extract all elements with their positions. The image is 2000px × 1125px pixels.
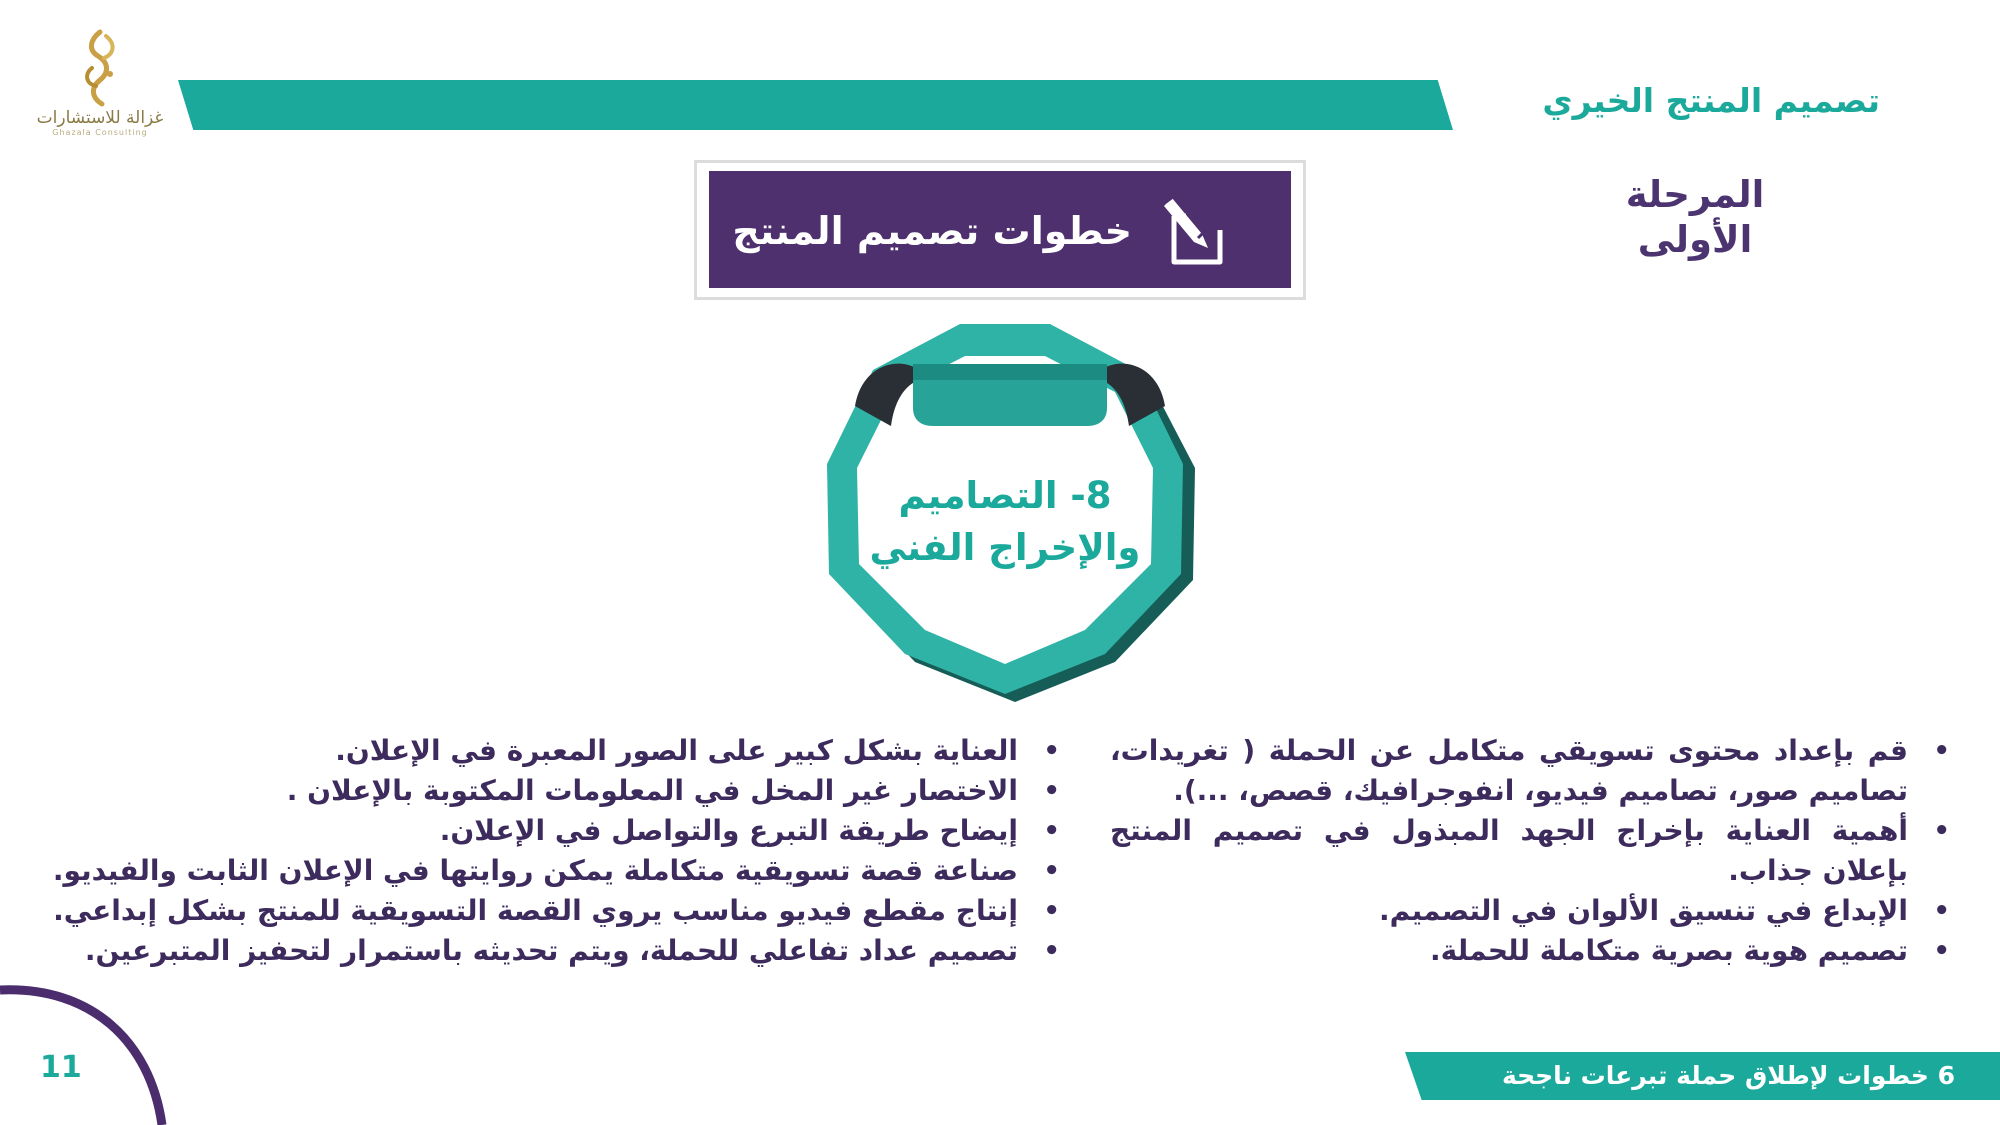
list-item: • تصميم عداد تفاعلي للحملة، ويتم تحديثه باستمرار لتحفيز المتبرعين. bbox=[10, 931, 1060, 971]
edit-icon bbox=[1160, 190, 1240, 270]
title-box-heading: خطوات تصميم المنتج bbox=[732, 209, 1132, 253]
bullet-list-right bbox=[1110, 731, 1950, 971]
step-badge-line-2: والإخراج الفني bbox=[869, 526, 1141, 569]
step-badge-title bbox=[860, 470, 1150, 574]
list-item: • صناعة قصة تسويقية متكاملة يمكن روايتها في الإعلان الثابت والفيديو. bbox=[10, 851, 1060, 891]
header-bar bbox=[178, 80, 1453, 130]
logo-name: غزالة للاستشارات bbox=[36, 108, 164, 128]
stage-line-1: المرحلة bbox=[1625, 173, 1765, 216]
list-item: • تصميم هوية بصرية متكاملة للحملة. bbox=[1110, 931, 1950, 971]
step-badge-line-1: 8- التصاميم bbox=[898, 474, 1112, 517]
footer-title: 6 خطوات لإطلاق حملة تبرعات ناجحة bbox=[1501, 1061, 1955, 1090]
list-item: • العناية بشكل كبير على الصور المعبرة في الإعلان. bbox=[10, 731, 1060, 771]
header-title: تصميم المنتج الخيري bbox=[1542, 81, 1880, 120]
corner-arc-decoration bbox=[0, 980, 200, 1125]
list-item: • أهمية العناية بإخراج الجهد المبذول في تصميم المنتج بإعلان جذاب. bbox=[1110, 811, 1950, 891]
stage-line-2: الأولى bbox=[1637, 218, 1753, 261]
logo-subtitle: Ghazala Consulting bbox=[52, 128, 148, 137]
logo-mark-icon bbox=[72, 28, 128, 108]
stage-label bbox=[1585, 172, 1805, 262]
logo bbox=[25, 28, 175, 148]
bullet-list-left bbox=[10, 731, 1060, 971]
list-item: • إيضاح طريقة التبرع والتواصل في الإعلان. bbox=[10, 811, 1060, 851]
list-item: • قم بإعداد محتوى تسويقي متكامل عن الحملة ( تغريدات، تصاميم صور، تصاميم فيديو، انفوجرافيك، قصص، ...). bbox=[1110, 731, 1950, 811]
list-item: • الاختصار غير المخل في المعلومات المكتوبة بالإعلان . bbox=[10, 771, 1060, 811]
list-item: • إنتاج مقطع فيديو مناسب يروي القصة التسويقية للمنتج بشكل إبداعي. bbox=[10, 891, 1060, 931]
page-number: 11 bbox=[40, 1050, 82, 1085]
list-item: • الإبداع في تنسيق الألوان في التصميم. bbox=[1110, 891, 1950, 931]
